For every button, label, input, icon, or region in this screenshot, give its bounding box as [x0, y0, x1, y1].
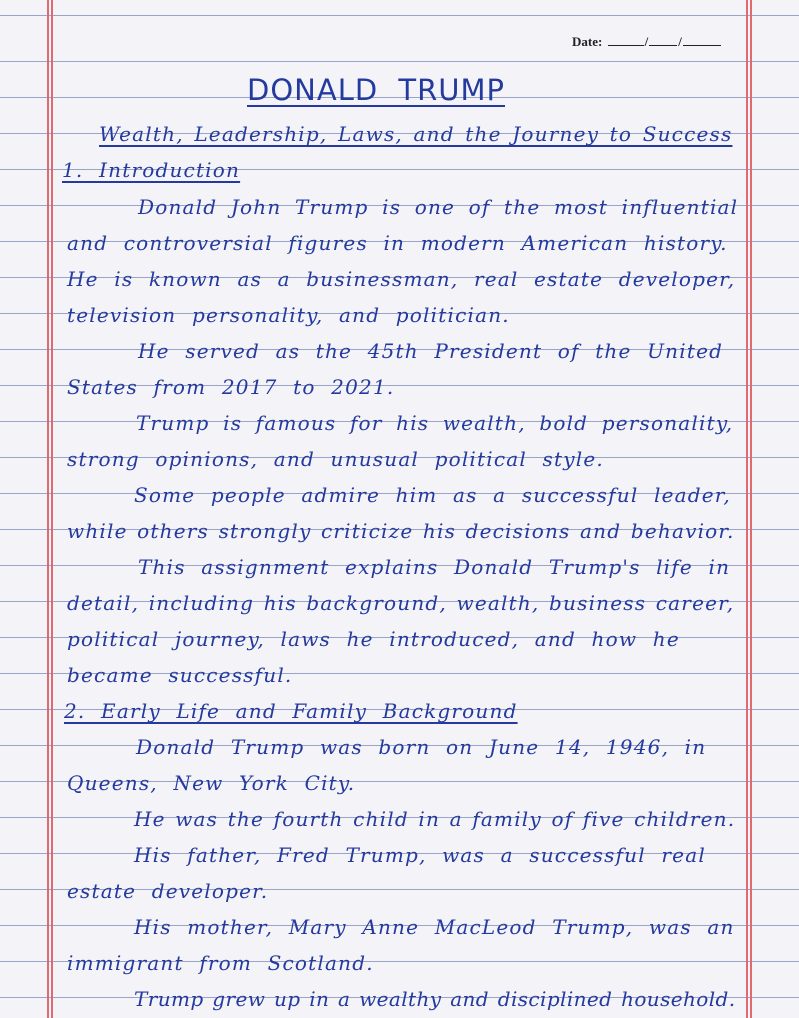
- text-line: strong opinions, and unusual political style.: [67, 447, 604, 471]
- page-title: DONALD TRUMP: [247, 73, 505, 107]
- section-heading-introduction: 1. Introduction: [62, 158, 241, 182]
- right-margin-line-outer: [750, 0, 752, 1018]
- text-line: Some people admire him as a successful leader,: [134, 483, 731, 507]
- page-subtitle: Wealth, Leadership, Laws, and the Journey to Success: [99, 122, 733, 146]
- date-month-blank: [649, 35, 677, 46]
- text-line: immigrant from Scotland.: [67, 951, 374, 975]
- text-line: His mother, Mary Anne MacLeod Trump, was an: [134, 915, 735, 939]
- text-line: political journey, laws he introduced, and how he: [67, 627, 680, 651]
- text-line: This assignment explains Donald Trump's life in: [138, 555, 731, 579]
- text-line: Trump grew up in a wealthy and disciplined household.: [134, 987, 736, 1011]
- right-margin-line: [746, 0, 748, 1018]
- text-line: estate developer.: [67, 879, 269, 903]
- section-heading-early-life: 2. Early Life and Family Background: [64, 699, 518, 723]
- text-line: detail, including his background, wealth, business career,: [67, 591, 735, 615]
- text-line: Donald John Trump is one of the most influential: [138, 195, 739, 219]
- text-line: Queens, New York City.: [67, 771, 356, 795]
- date-field: [572, 34, 721, 50]
- text-line: His father, Fred Trump, was a successful real: [134, 843, 706, 867]
- text-line: became successful.: [67, 663, 293, 687]
- text-line: television personality, and politician.: [67, 303, 510, 327]
- text-line: He was the fourth child in a family of five children.: [134, 807, 736, 831]
- text-line: while others strongly criticize his decisions and behavior.: [67, 519, 735, 543]
- date-year-blank: [683, 35, 721, 46]
- text-line: and controversial figures in modern American history.: [67, 231, 728, 255]
- left-margin-line-inner: [51, 0, 53, 1018]
- text-line: He is known as a businessman, real estate developer,: [67, 267, 736, 291]
- date-day-blank: [608, 35, 644, 46]
- text-line: Donald Trump was born on June 14, 1946, in: [136, 735, 707, 759]
- date-separator: /: [678, 34, 682, 49]
- date-separator: /: [644, 34, 649, 49]
- left-margin-line: [47, 0, 49, 1018]
- text-line: Trump is famous for his wealth, bold personality,: [136, 411, 734, 435]
- text-line: States from 2017 to 2021.: [67, 375, 395, 399]
- date-label: Date:: [572, 34, 603, 49]
- text-line: He served as the 45th President of the United: [138, 339, 724, 363]
